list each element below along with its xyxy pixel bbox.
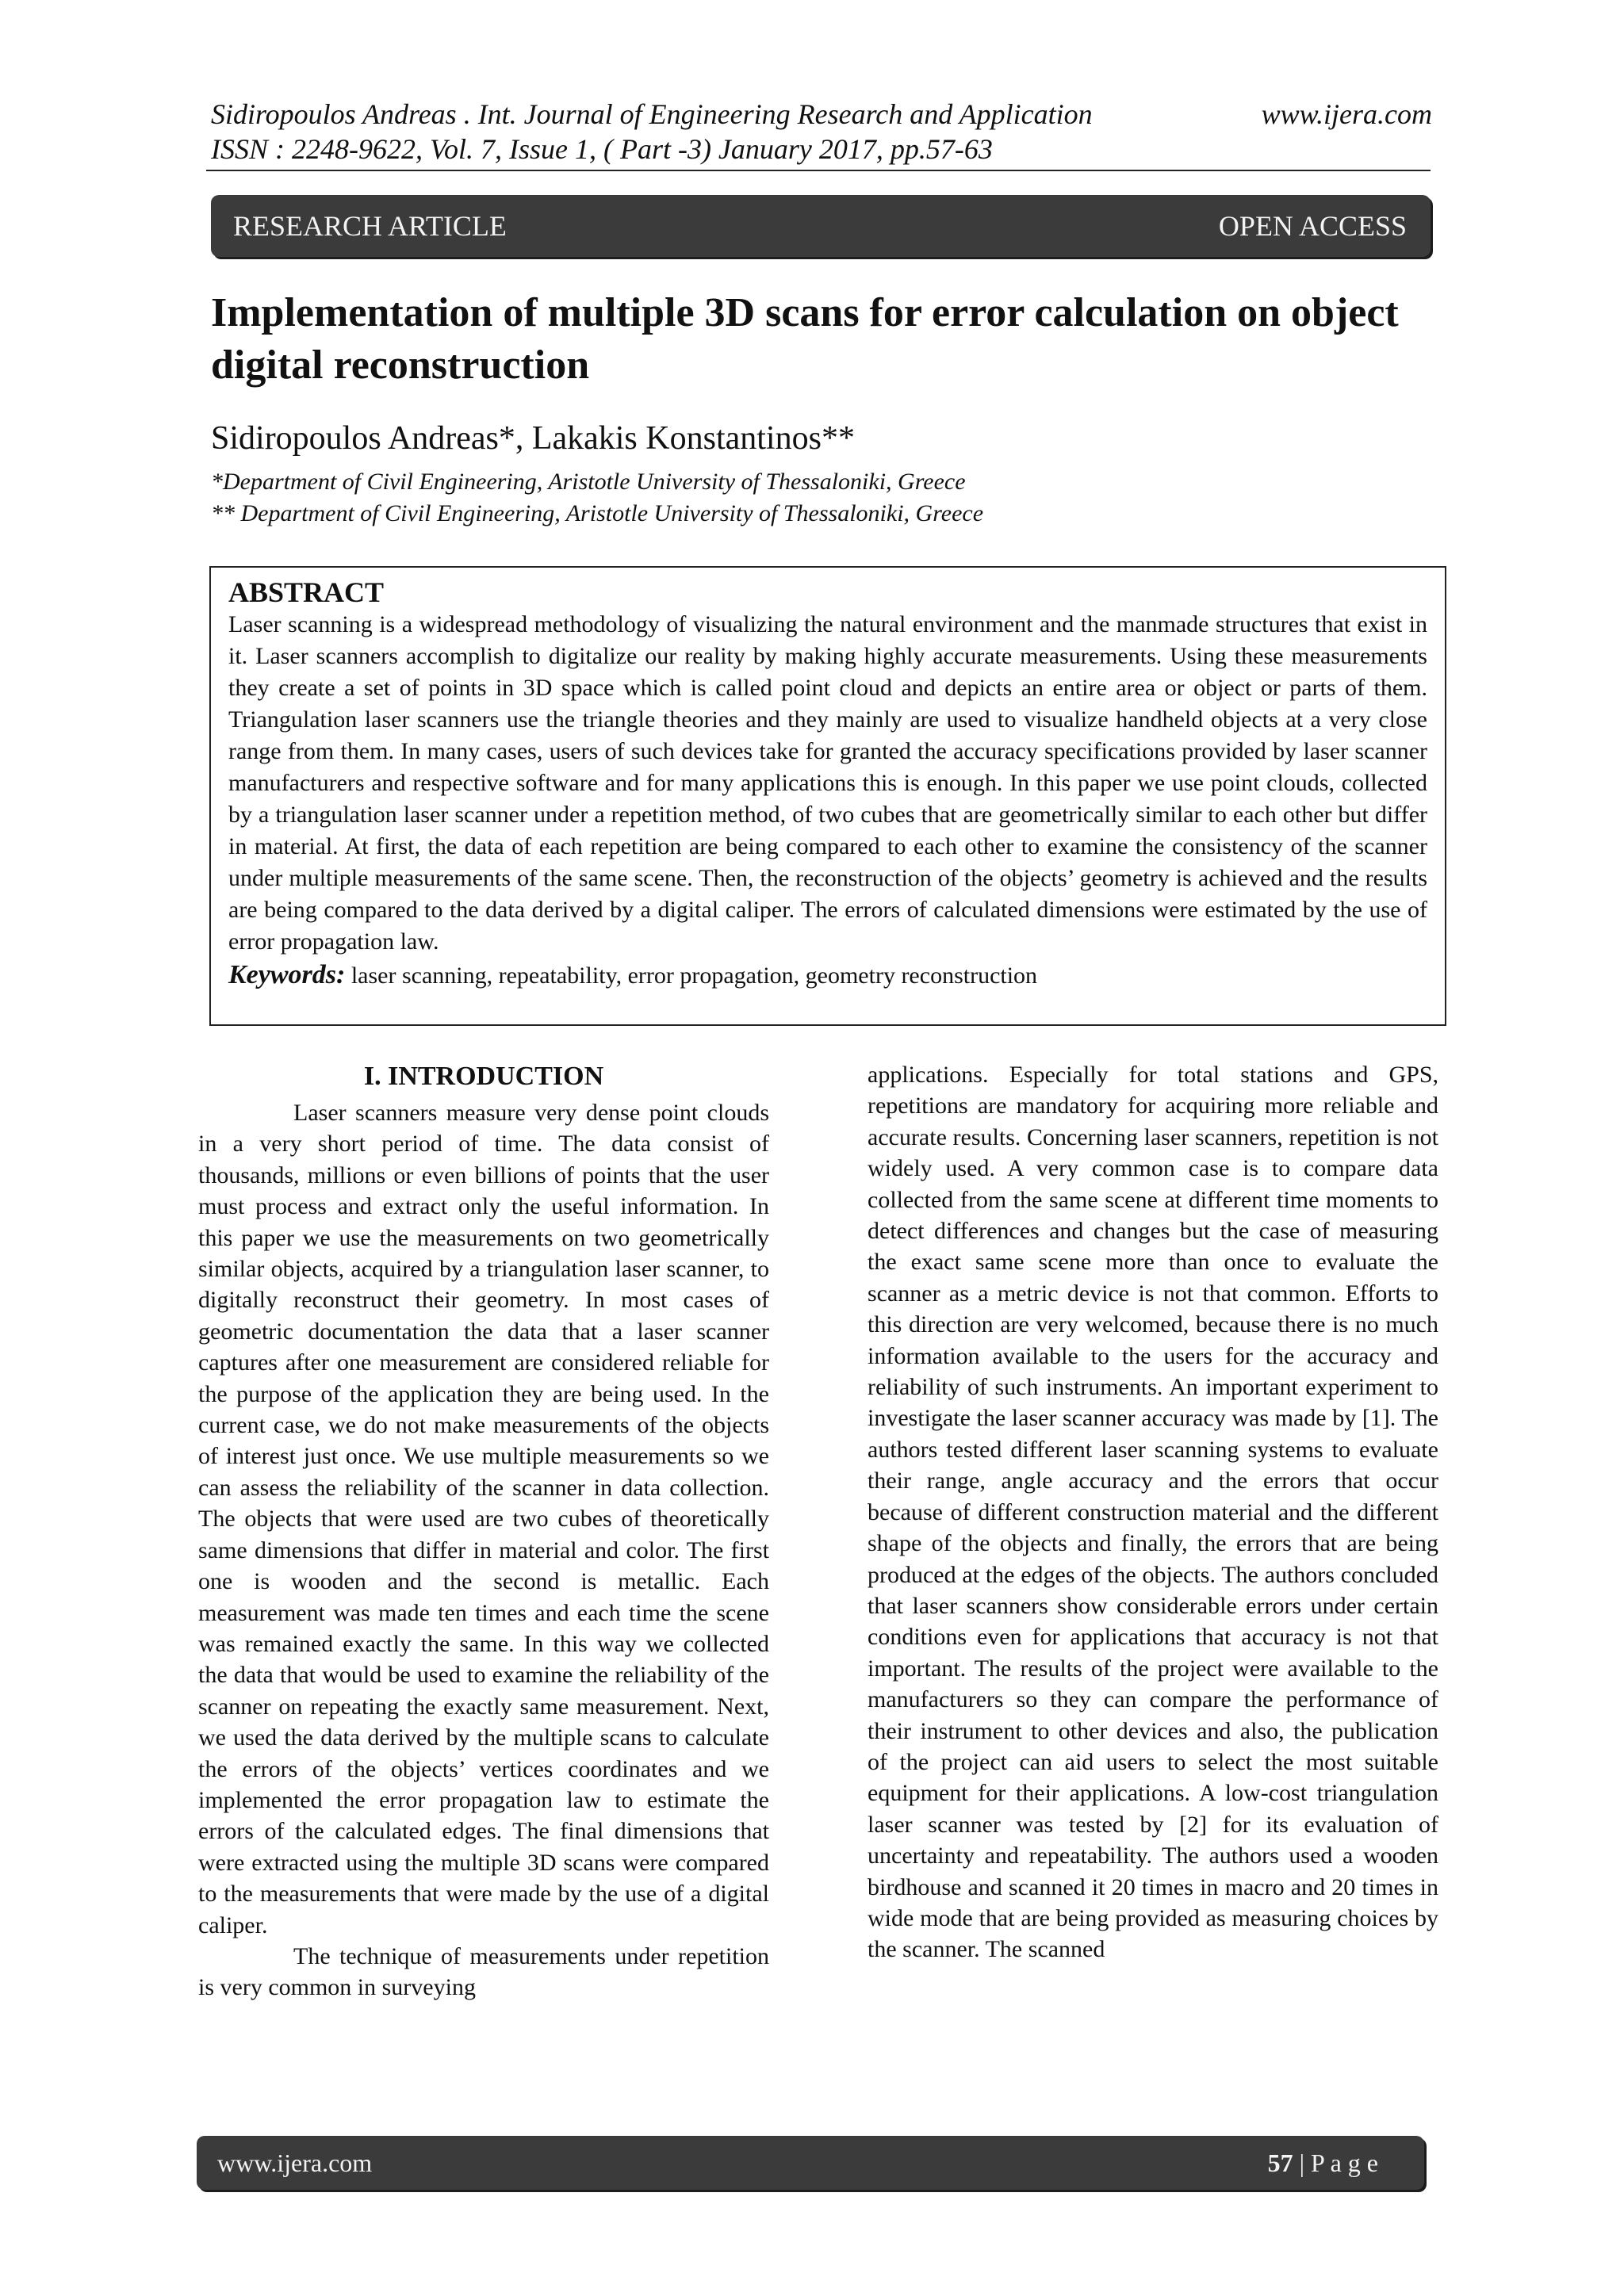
left-column [198, 1059, 769, 2003]
header-citation: Sidiropoulos Andreas . Int. Journal of Engineering Research and Application [211, 98, 1093, 130]
abstract-heading: ABSTRACT [228, 576, 385, 608]
header-rule [206, 170, 1431, 171]
affiliation-1: *Department of Civil Engineering, Aristotle University of Thessaloniki, Greece [211, 469, 966, 495]
keywords-line [228, 959, 1427, 992]
affiliation-2: ** Department of Civil Engineering, Aristotle University of Thessaloniki, Greece [211, 500, 984, 526]
keywords-label: Keywords: [228, 960, 346, 989]
running-header [211, 97, 1432, 166]
page-number-suffix: | P a g e [1293, 2148, 1378, 2177]
access-label: OPEN ACCESS [1218, 210, 1407, 242]
intro-paragraph-1: Laser scanners measure very dense point clouds in a very short period of time. The data consist of thousands, millions or even billions of points that the user must process and extract only the useful information. In this paper we use the measurements on two geometrically similar objects, acquired by a triangulation laser scanner, to digitally reconstruct their geometry. In most cases of geometric documentation the data that a laser scanner captures after one measurement are considered reliable for the purpose of the application they are being used. In the current case, we do not make measurements of the objects of interest just once. We use multiple measurements so we can assess the reliability of the scanner in data collection. The objects that were used are two cubes of theoretically same dimensions that differ in material and color. The first one is wooden and the second is metallic. Each measurement was made ten times and each time the scene was remained exactly the same. In this way we collected the data that would be used to examine the reliability of the scanner on repeating the exactly same measurement. Next, we used the data derived by the multiple scans to calculate the errors of the objects’ vertices coordinates and we implemented the error propagation law to estimate the errors of the calculated edges. The final dimensions that were extracted using the multiple 3D scans were compared to the measurements that were made by the use of a digital caliper. [198, 1100, 769, 1938]
section-heading-introduction: I. INTRODUCTION [363, 1062, 604, 1091]
paper-title: Implementation of multiple 3D scans for error calculation on object digital reconstruction [211, 290, 1399, 388]
page-number-value: 57 [1267, 2148, 1293, 2177]
intro-paragraph-2: The technique of measurements under repetition is very common in surveying [198, 1942, 769, 2001]
author-list: Sidiropoulos Andreas*, Lakakis Konstantinos** [211, 420, 855, 457]
keywords-text: laser scanning, repeatability, error propagation, geometry reconstruction [350, 962, 1038, 989]
abstract-box [209, 566, 1446, 1026]
article-type-banner [211, 195, 1431, 257]
page-number [1268, 2149, 1378, 2178]
intro-paragraph-2-continued: applications. Especially for total stations and GPS, repetitions are mandatory for acquiring more reliable and accurate results. Concerning laser scanners, repetition is not widely used. A very common case is to compare data collected from the same scene at different time moments to detect differences and changes but the case of measuring the exact same scene more than once to evaluate the scanner as a metric device is not that common. Efforts to this direction are very welcomed, because there is no much information available to the users for the accuracy and reliability of such instruments. An important experiment to investigate the laser scanner accuracy was made by [1]. The authors tested different laser scanning systems to evaluate their range, angle accuracy and the errors that occur because of different construction material and the different shape of the objects and finally, the errors that are being produced at the edges of the objects. The authors concluded that laser scanners show considerable errors under certain conditions even for applications that accuracy is not that important. The results of the project were available to the manufacturers so they can compare the performance of their instrument to other devices and also, the publication of the project can aid users to select the most suitable equipment for their applications. A low-cost triangulation laser scanner was tested by [2] for its evaluation of uncertainty and repeatability. The authors used a wooden birdhouse and scanned it 20 times in macro and 20 times in wide mode that are being provided as measuring choices by the scanner. The scanned [868, 1062, 1438, 1963]
right-column [868, 1059, 1438, 1965]
header-website[interactable]: www.ijera.com [1261, 98, 1432, 130]
footer-website[interactable]: www.ijera.com [217, 2148, 373, 2177]
article-type-label: RESEARCH ARTICLE [233, 210, 507, 242]
header-issue: ISSN : 2248-9622, Vol. 7, Issue 1, ( Part -3) January 2017, pp.57-63 [211, 133, 993, 165]
abstract-text: Laser scanning is a widespread methodology of visualizing the natural environment and the manmade structures that exist in it. Laser scanners accomplish to digitalize our reality by making highly accurate measurements. Using these measurements they create a set of points in 3D space which is called point cloud and depicts an entire area or object or parts of them. Triangulation laser scanners use the triangle theories and they mainly are used to visualize handheld objects at a very close range from them. In many cases, users of such devices take for granted the accuracy specifications provided by laser scanner manufacturers and respective software and for many applications this is enough. In this paper we use point clouds, collected by a triangulation laser scanner under a repetition method, of two cubes that are geometrically similar to each other but differ in material. At first, the data of each repetition are being compared to each other to examine the consistency of the scanner under multiple measurements of the same scene. Then, the reconstruction of the objects’ geometry is achieved and the results are being compared to the data derived by a digital caliper. The errors of calculated dimensions were estimated by the use of error propagation law. [228, 611, 1427, 955]
footer-bar [197, 2136, 1424, 2190]
